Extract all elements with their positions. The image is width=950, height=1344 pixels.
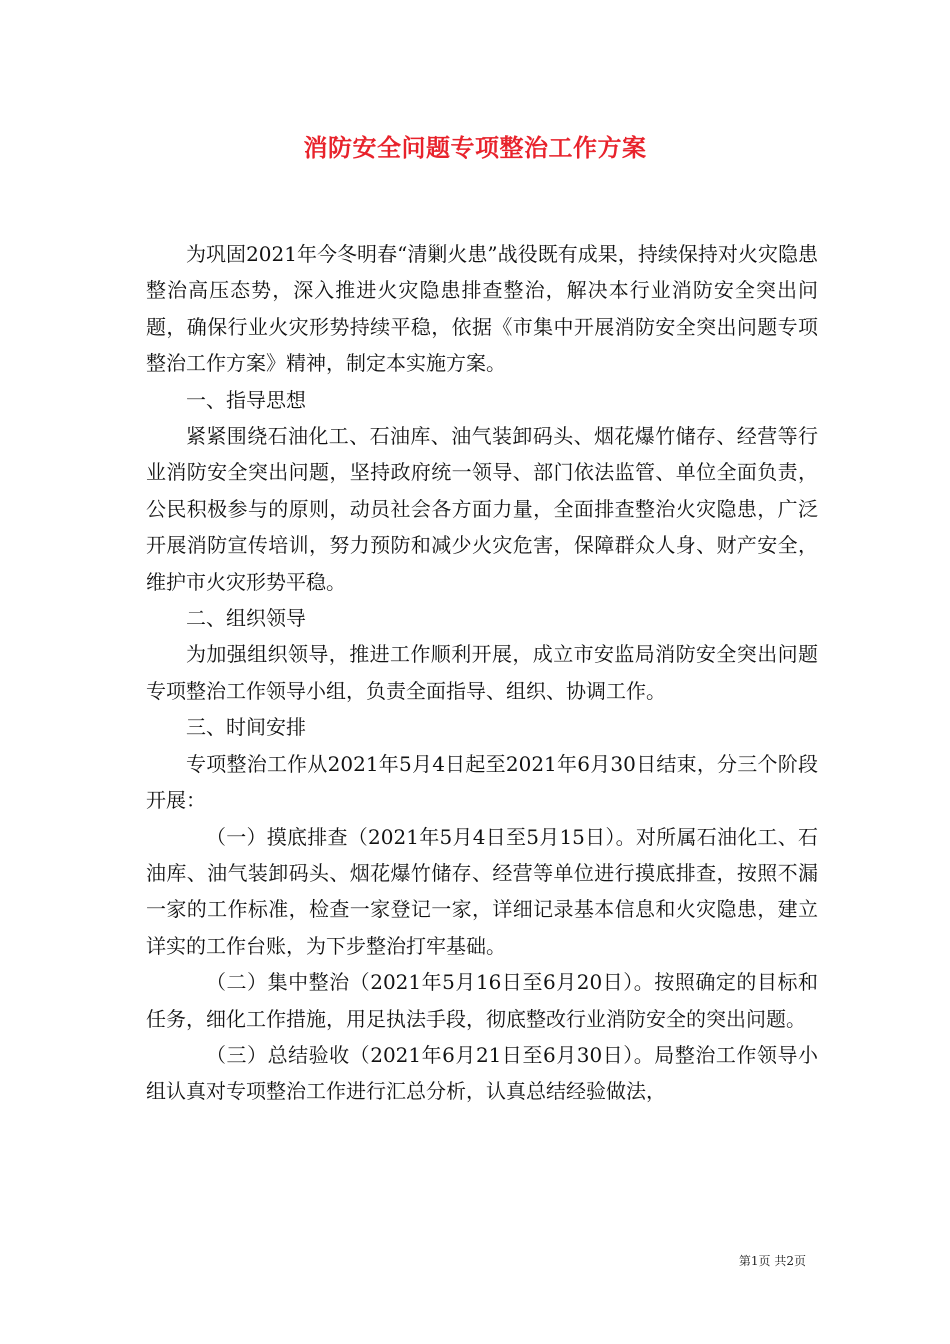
intro-paragraph: 为巩固2021年今冬明春“清剿火患”战役既有成果，持续保持对火灾隐患整治高压态势，深入推进火灾隐患排查整治，解决本行业消防安全突出问题，确保行业火灾形势持续平稳，依据《市集中开展消防安全突出问题专项整治工作方案》精神，制定本实施方案。 [146, 242, 818, 376]
page-number-footer: 第1页 共2页 [738, 1254, 806, 1268]
stage-one-paragraph: （一）摸底排查（2021年5月4日至5月15日）。对所属石油化工、石油库、油气装卸码头、烟花爆竹储存、经营等单位进行摸底排查，按照不漏一家的工作标准，检查一家登记一家，详细记录基本信息和火灾隐患，建立详实的工作台账，为下步整治打牢基础。 [146, 824, 818, 958]
stage-three-paragraph: （三）总结验收（2021年6月21日至6月30日）。局整治工作领导小组认真对专项整治工作进行汇总分析，认真总结经验做法， [146, 1042, 818, 1104]
document-title: 消防安全问题专项整治工作方案 [303, 133, 647, 162]
schedule-paragraph: 专项整治工作从2021年5月4日起至2021年6月30日结束，分三个阶段开展： [146, 751, 818, 813]
section-heading-organization: 二、组织领导 [186, 606, 306, 631]
guiding-ideology-paragraph: 紧紧围绕石油化工、石油库、油气装卸码头、烟花爆竹储存、经营等行业消防安全突出问题，坚持政府统一领导、部门依法监管、单位全面负责，公民积极参与的原则，动员社会各方面力量，全面排查整治火灾隐患，广泛开展消防宣传培训，努力预防和减少火灾危害，保障群众人身、财产安全，维护市火灾形势平稳。 [146, 424, 818, 594]
organization-paragraph: 为加强组织领导，推进工作顺利开展，成立市安监局消防安全突出问题专项整治工作领导小组，负责全面指导、组织、协调工作。 [146, 642, 818, 703]
section-heading-schedule: 三、时间安排 [186, 715, 306, 740]
document-body [146, 236, 818, 1110]
section-heading-guiding-ideology: 一、指导思想 [186, 387, 306, 412]
stage-two-paragraph: （二）集中整治（2021年5月16日至6月20日）。按照确定的目标和任务，细化工作措施，用足执法手段，彻底整改行业消防安全的突出问题。 [146, 970, 818, 1031]
